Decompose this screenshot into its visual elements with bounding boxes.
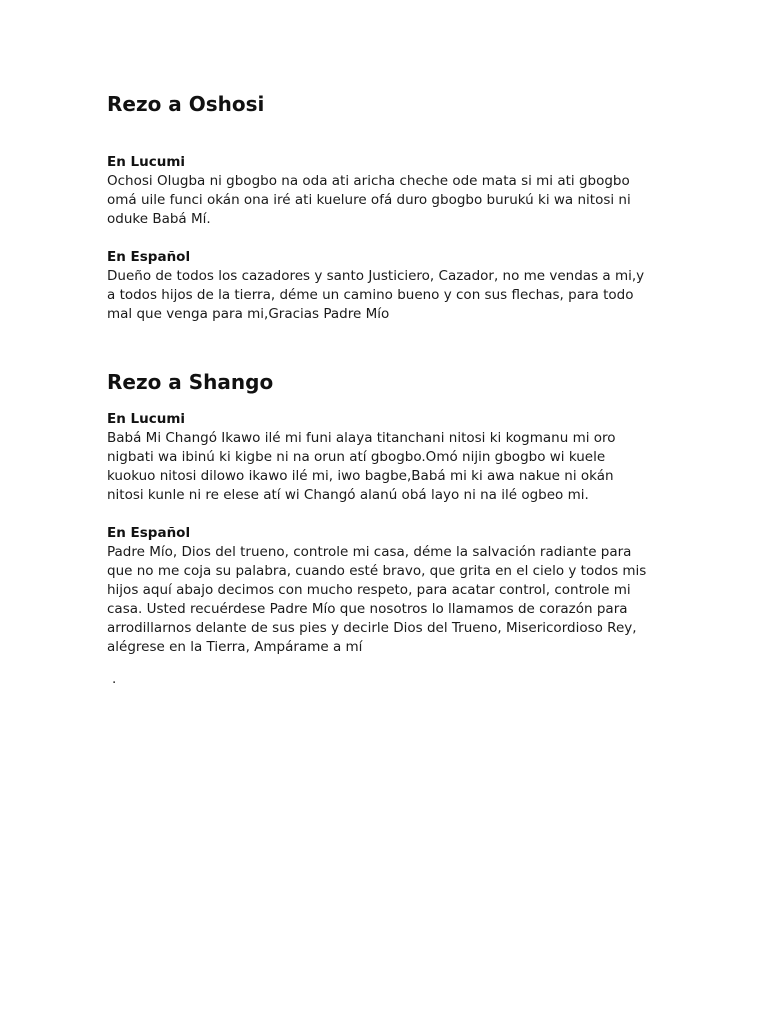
text-line: Ochosi Olugba ni gbogbo na oda ati aricha cheche ode mata si mi ati gbogbo [107,173,630,189]
text-line: nitosi kunle ni re elese atí wi Changó alanú obá layo ni na ilé ogbeo mi. [107,487,589,503]
text-line: a todos hijos de la tierra, déme un camino bueno y con sus flechas, para todo [107,287,634,303]
text-line: kuokuo nitosi dilowo ikawo ilé mi, iwo bagbe,Babá mi ki awa nakue ni okán [107,468,614,484]
text-line: Padre Mío, Dios del trueno, controle mi casa, déme la salvación radiante para [107,544,632,560]
oshosi-espanol-text [107,267,644,324]
oshosi-lucumi-heading: En Lucumi [107,154,186,170]
shango-title: Rezo a Shango [107,370,274,394]
shango-lucumi-heading: En Lucumi [107,411,186,427]
text-line: alégrese en la Tierra, Ampárame a mí [107,639,363,655]
trailing-mark: . [112,671,117,687]
oshosi-lucumi-text [107,172,631,229]
text-line: que no me coja su palabra, cuando esté bravo, que grita en el cielo y todos mis [107,563,647,579]
text-line: omá uile funci okán ona iré ati kuelure ofá duro gbogbo burukú ki wa nitosi ni [107,192,631,208]
oshosi-espanol-heading: En Español [107,249,191,265]
text-line: mal que venga para mi,Gracias Padre Mío [107,306,390,322]
text-line: nigbati wa ibinú ki kigbe ni na orun atí gbogbo.Omó nijin gbogbo wi kuele [107,449,606,465]
text-line: Babá Mi Changó Ikawo ilé mi funi alaya titanchani nitosi ki kogmanu mi oro [107,430,616,446]
text-line: Dueño de todos los cazadores y santo Justiciero, Cazador, no me vendas a mi,y [107,268,645,284]
text-line: casa. Usted recuérdese Padre Mío que nosotros lo llamamos de corazón para [107,601,628,617]
shango-espanol-heading: En Español [107,525,191,541]
text-line: arrodillarnos delante de sus pies y decirle Dios del Trueno, Misericordioso Rey, [107,620,637,636]
shango-espanol-text [107,543,646,657]
shango-lucumi-text [107,429,616,505]
text-line: hijos aquí abajo decimos con mucho respeto, para acatar control, controle mi [107,582,631,598]
oshosi-title: Rezo a Oshosi [107,92,265,116]
text-line: oduke Babá Mí. [107,211,211,227]
